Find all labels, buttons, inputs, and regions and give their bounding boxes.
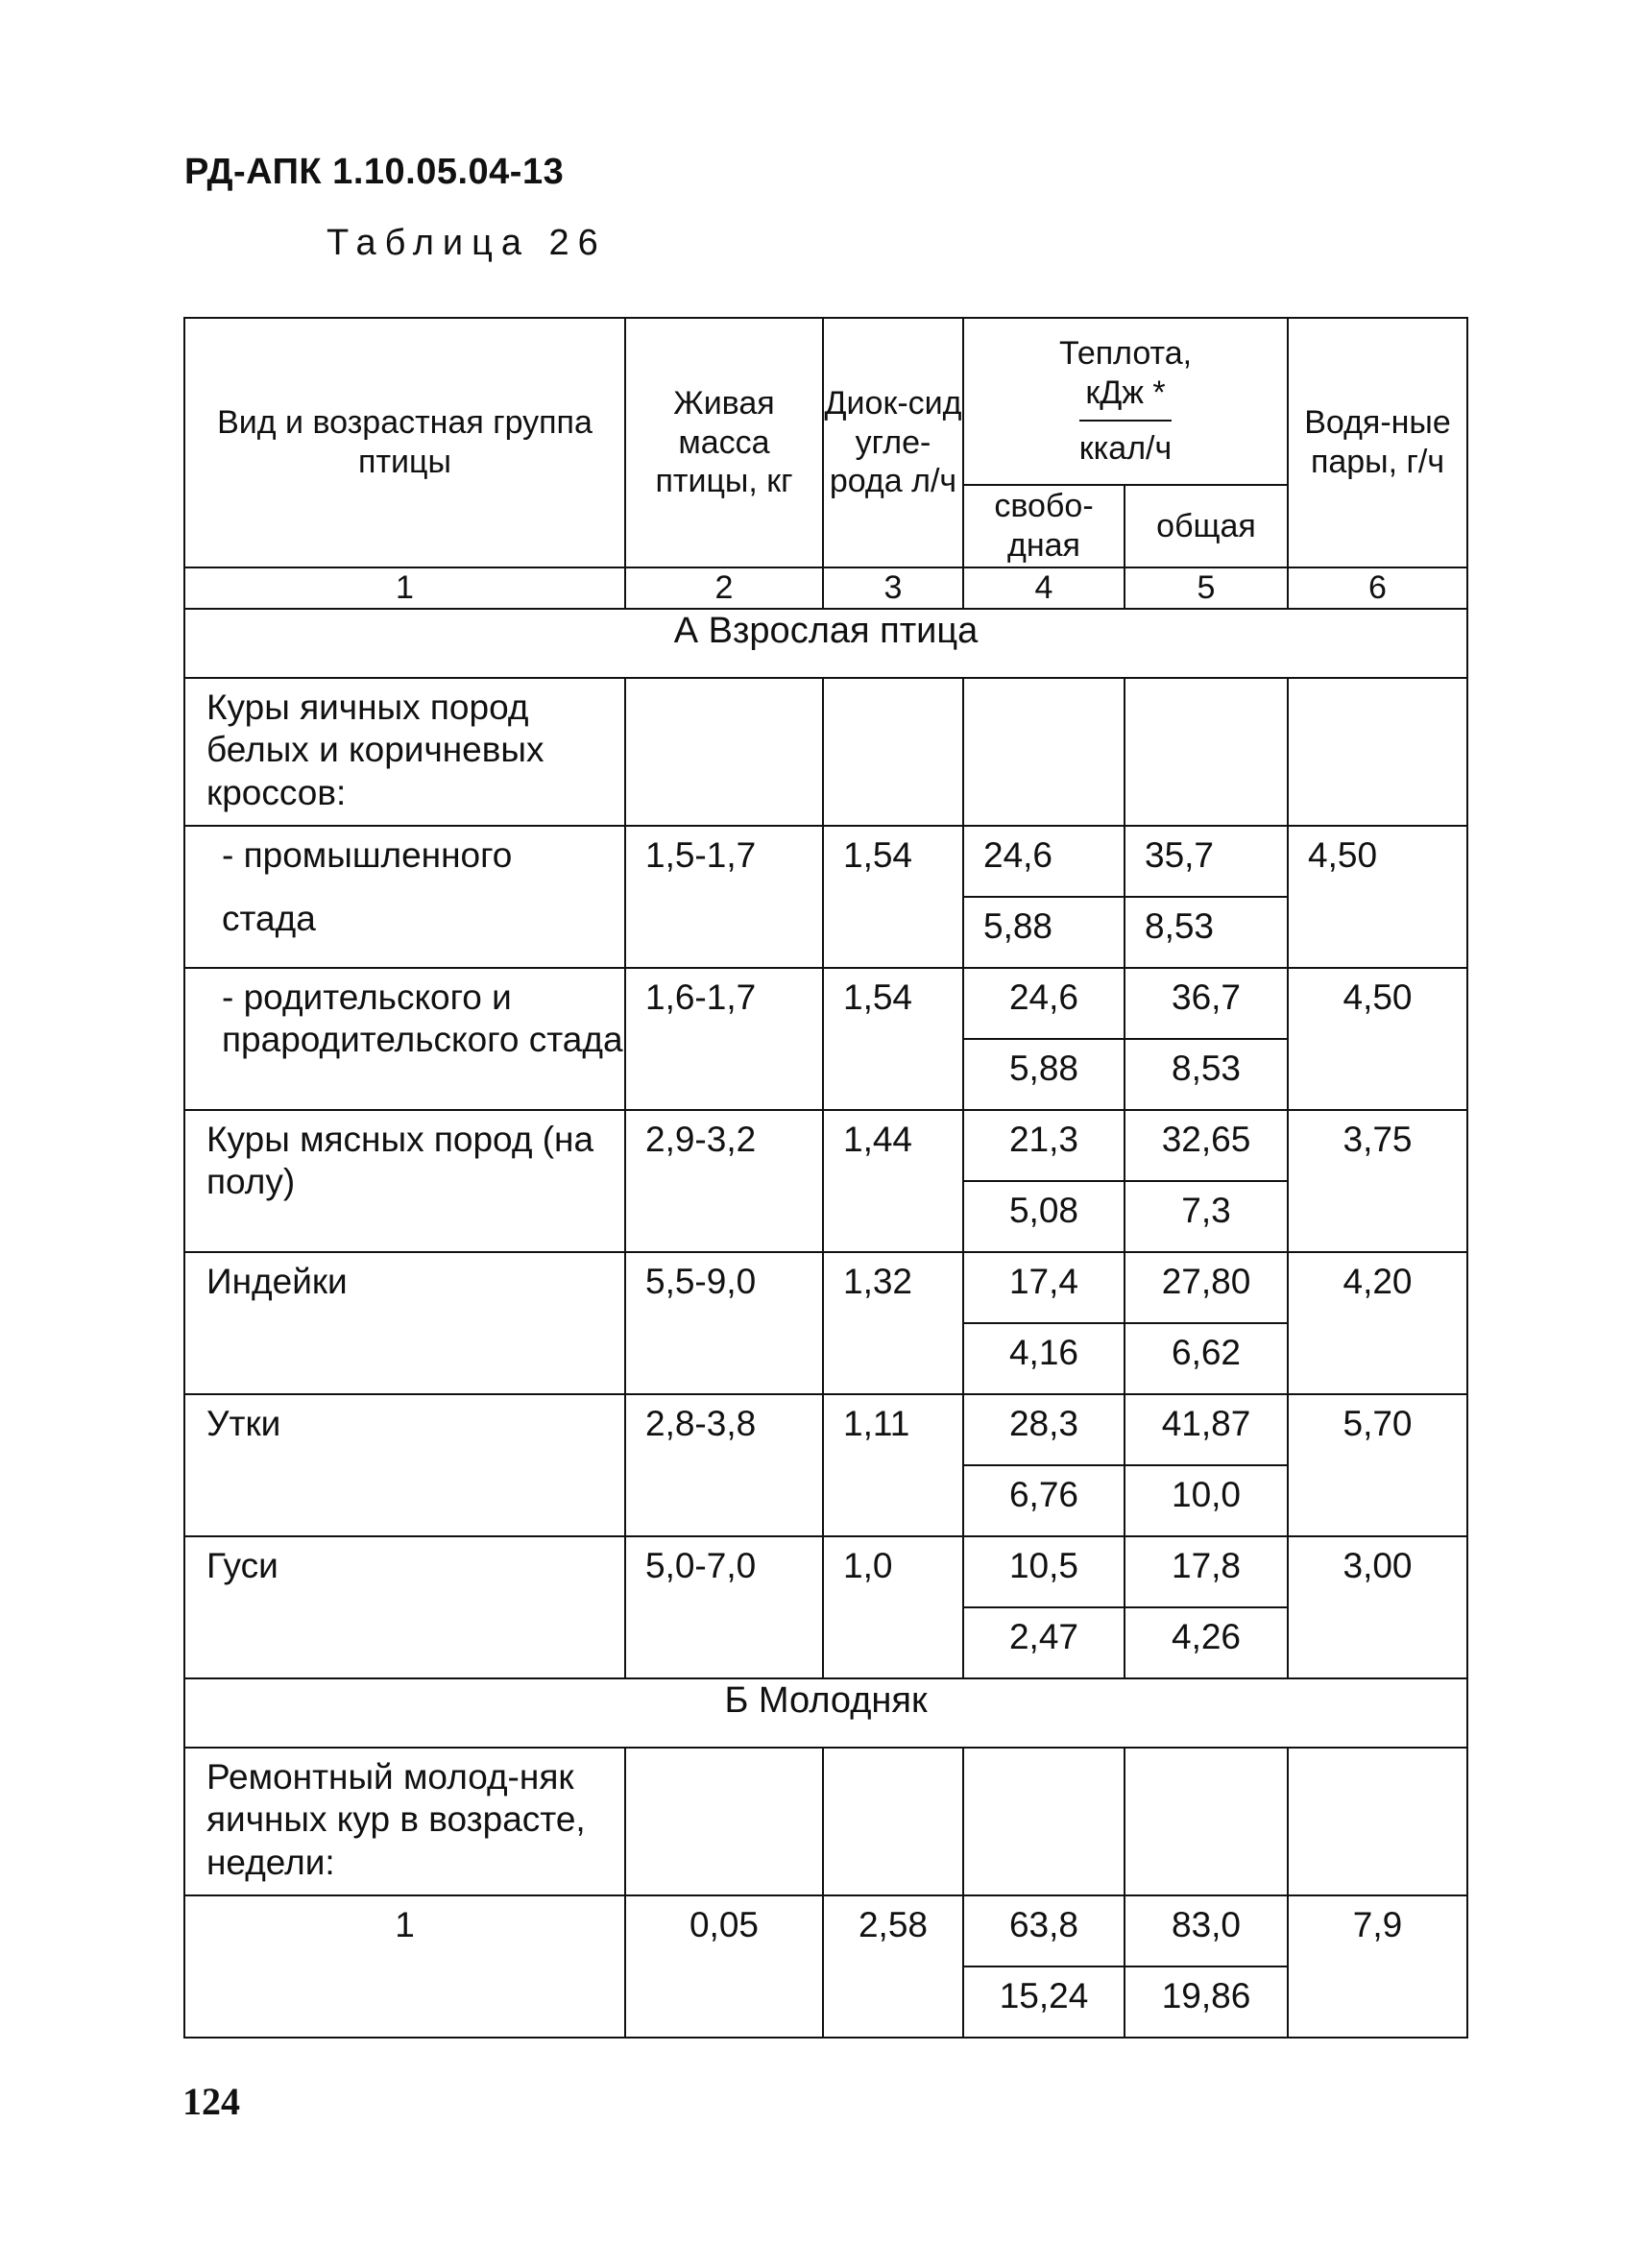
row-free-kcal: 2,47: [963, 1607, 1125, 1678]
heat-unit-kj: кДж *: [1079, 374, 1172, 422]
table-row: [184, 1110, 1467, 1181]
row-total-kj: 41,87: [1125, 1394, 1288, 1465]
row-free-kcal: 4,16: [963, 1323, 1125, 1394]
row-free-kj: 17,4: [963, 1252, 1125, 1323]
row-co2: 1,11: [823, 1394, 963, 1536]
row-vapor: 4,50: [1288, 826, 1467, 968]
row-mass: 1,5-1,7: [625, 826, 823, 968]
row-name-line1: - промышленного: [222, 834, 513, 875]
table-row: [184, 968, 1467, 1039]
row-total-kcal: 6,62: [1125, 1323, 1288, 1394]
row-free-kj: 24,6: [963, 826, 1125, 897]
row-total-kj: 83,0: [1125, 1895, 1288, 1966]
row-mass: 5,0-7,0: [625, 1536, 823, 1678]
section-young-title: Б Молодняк: [184, 1678, 1467, 1748]
row-total-kcal: 19,86: [1125, 1966, 1288, 2038]
row-vapor: 3,75: [1288, 1110, 1467, 1252]
data-table: [183, 317, 1468, 2039]
row-name: 1: [184, 1895, 625, 2038]
row-mass: 2,9-3,2: [625, 1110, 823, 1252]
row-name-line2: стада: [222, 899, 316, 939]
row-vapor: 4,20: [1288, 1252, 1467, 1394]
row-free-kcal: 5,08: [963, 1181, 1125, 1252]
row-co2: 1,54: [823, 826, 963, 968]
header-heat-free: свобо-дная: [963, 485, 1125, 567]
col-number: 3: [823, 567, 963, 609]
row-total-kcal: 8,53: [1125, 1039, 1288, 1110]
row-name: Гуси: [184, 1536, 625, 1678]
table-row: [184, 1394, 1467, 1465]
column-numbers-row: [184, 567, 1467, 609]
header-heat-total: общая: [1125, 485, 1288, 567]
table-row: [184, 826, 1467, 897]
row-name: Куры мясных пород (на полу): [184, 1110, 625, 1252]
group-row: [184, 1748, 1467, 1895]
table-row: [184, 1252, 1467, 1323]
table-row: [184, 1895, 1467, 1966]
row-mass: 1,6-1,7: [625, 968, 823, 1110]
row-co2: 1,32: [823, 1252, 963, 1394]
row-total-kcal: 4,26: [1125, 1607, 1288, 1678]
heat-unit-kcal: ккал/ч: [1078, 430, 1173, 468]
col-number: 1: [184, 567, 625, 609]
document-code: РД-АПК 1.10.05.04-13: [184, 152, 565, 192]
header-species: Вид и возрастная группа птицы: [184, 318, 625, 567]
row-name: Утки: [184, 1394, 625, 1536]
row-free-kcal: 5,88: [963, 1039, 1125, 1110]
row-free-kcal: 15,24: [963, 1966, 1125, 2038]
row-co2: 2,58: [823, 1895, 963, 2038]
row-vapor: 7,9: [1288, 1895, 1467, 2038]
row-total-kj: 32,65: [1125, 1110, 1288, 1181]
group-label: Ремонтный молод-няк яичных кур в возрасте, недели:: [184, 1748, 625, 1895]
row-vapor: 3,00: [1288, 1536, 1467, 1678]
row-co2: 1,44: [823, 1110, 963, 1252]
row-free-kj: 10,5: [963, 1536, 1125, 1607]
row-name: Индейки: [184, 1252, 625, 1394]
section-row: [184, 609, 1467, 678]
col-number: 4: [963, 567, 1125, 609]
row-name: - родительского и прародительского стада: [184, 968, 625, 1110]
row-vapor: 4,50: [1288, 968, 1467, 1110]
row-total-kj: 36,7: [1125, 968, 1288, 1039]
row-name: [184, 826, 625, 968]
col-number: 6: [1288, 567, 1467, 609]
row-free-kj: 63,8: [963, 1895, 1125, 1966]
row-co2: 1,54: [823, 968, 963, 1110]
header-heat: [963, 318, 1288, 485]
row-free-kj: 28,3: [963, 1394, 1125, 1465]
row-total-kj: 17,8: [1125, 1536, 1288, 1607]
row-total-kj: 35,7: [1125, 826, 1288, 897]
row-total-kcal: 7,3: [1125, 1181, 1288, 1252]
row-mass: 2,8-3,8: [625, 1394, 823, 1536]
table-caption: Таблица 26: [327, 223, 607, 263]
row-vapor: 5,70: [1288, 1394, 1467, 1536]
section-row: [184, 1678, 1467, 1748]
group-row: [184, 678, 1467, 826]
header-co2: Диок-сид угле-рода л/ч: [823, 318, 963, 567]
row-total-kj: 27,80: [1125, 1252, 1288, 1323]
row-free-kcal: 6,76: [963, 1465, 1125, 1536]
heat-title: Теплота,: [1058, 334, 1193, 372]
header-vapor: Водя-ные пары, г/ч: [1288, 318, 1467, 567]
col-number: 5: [1125, 567, 1288, 609]
row-free-kj: 21,3: [963, 1110, 1125, 1181]
row-free-kcal: 5,88: [963, 897, 1125, 968]
heat-units: [1079, 374, 1172, 470]
row-total-kcal: 10,0: [1125, 1465, 1288, 1536]
header-mass: Живая масса птицы, кг: [625, 318, 823, 567]
col-number: 2: [625, 567, 823, 609]
group-label: Куры яичных пород белых и коричневых кроссов:: [184, 678, 625, 826]
table-row: [184, 1536, 1467, 1607]
page-number: 124: [182, 2080, 240, 2123]
row-mass: 0,05: [625, 1895, 823, 2038]
section-adult-title: А Взрослая птица: [184, 609, 1467, 678]
row-total-kcal: 8,53: [1125, 897, 1288, 968]
row-mass: 5,5-9,0: [625, 1252, 823, 1394]
row-co2: 1,0: [823, 1536, 963, 1678]
row-free-kj: 24,6: [963, 968, 1125, 1039]
